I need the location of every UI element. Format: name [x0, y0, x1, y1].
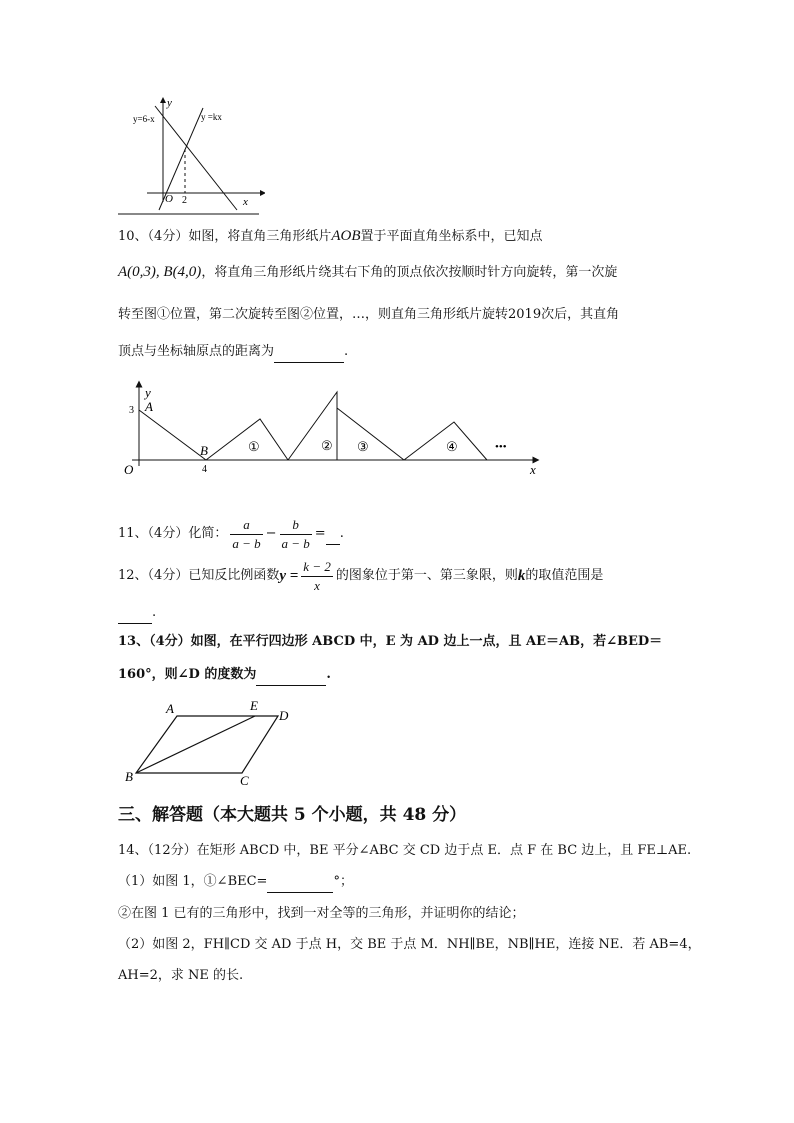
q12-num: k − 2	[301, 558, 333, 577]
rot-y-label: y	[145, 385, 151, 400]
rot-point-b: B	[200, 443, 208, 458]
section-3-title: 三、解答题（本大题共 5 个小题，共 48 分）	[118, 805, 467, 825]
q12-den: x	[314, 577, 320, 593]
q12-yeq: y =	[279, 568, 299, 584]
vertex-b: B	[125, 769, 133, 784]
q12-prefix: 12、（4分）已知反比例函数	[118, 568, 280, 583]
line2-label: y =kx	[201, 112, 222, 122]
q13-answer-blank[interactable]	[256, 665, 326, 686]
rot-label-2: ②	[321, 438, 333, 453]
q14-answer-blank[interactable]	[267, 872, 333, 893]
q11-den2: a − b	[281, 535, 310, 551]
q14-line1: 14、（12分）在矩形 ABCD 中，BE 平分∠ABC 交 CD 边于点 E．点 F 在 BC 边上，且 FE⊥AE.	[118, 843, 692, 858]
vertex-a: A	[166, 701, 174, 716]
q10-line3: 转至图①位置，第二次旋转至图②位置，…，则直角三角形纸片旋转2019次后，其直角	[118, 307, 620, 322]
vertex-c: C	[240, 773, 249, 788]
q10-aob: AOB	[331, 228, 361, 244]
q10-line4	[118, 342, 348, 363]
q11-num1: a	[230, 516, 262, 535]
line1-label: y=6-x	[133, 114, 155, 124]
vertex-e: E	[250, 698, 258, 713]
rot-label-1: ①	[248, 439, 260, 454]
tick-label-2: 2	[182, 195, 187, 206]
x-axis-label: x	[243, 196, 248, 208]
q10-line1-tail: 置于平面直角坐标系中，已知点	[360, 229, 543, 244]
q13-line2-text: 160°，则∠D 的度数为	[118, 667, 257, 682]
q13-end: .	[326, 667, 331, 682]
q12-tail1: 的图象位于第一、第三象限，则	[335, 568, 518, 583]
q12-fraction	[301, 558, 333, 595]
rot-tick-3: 3	[129, 405, 134, 416]
q13-line2	[118, 665, 331, 686]
q11-answer-blank[interactable]	[326, 524, 340, 545]
rot-label-3: ③	[357, 439, 369, 454]
figure-rotating-triangles	[118, 380, 548, 476]
q14-line3: ②在图 1 已有的三角形中，找到一对全等的三角形，并证明你的结论；	[118, 906, 525, 921]
rot-label-4: ④	[446, 439, 458, 454]
q11-end: .	[339, 526, 344, 541]
q10-end: .	[344, 344, 349, 359]
rot-tick-4: 4	[202, 464, 207, 475]
q10-answer-blank[interactable]	[274, 342, 344, 363]
q12-answer-line	[118, 603, 156, 624]
vertex-d: D	[279, 708, 289, 723]
q14-line2-a: （1）如图 1，①∠BEC=	[118, 874, 268, 889]
rot-origin-label: O	[124, 462, 134, 476]
q11-den1: a − b	[232, 535, 261, 551]
q11-fraction-2	[280, 516, 312, 553]
q10-line1-text: 10、（4分）如图，将直角三角形纸片	[118, 229, 332, 244]
rot-point-a: A	[145, 399, 153, 414]
q11-prefix: 11、（4分）化简：	[118, 526, 228, 541]
q12-k: k	[517, 568, 526, 584]
triangle-1	[206, 419, 288, 460]
q12-end: .	[152, 605, 157, 620]
triangle-3	[337, 408, 404, 460]
y-axis-label: y	[167, 97, 172, 109]
q11-num2: b	[280, 516, 312, 535]
q11-eq: =	[314, 526, 326, 541]
figure-lines-intersection	[115, 92, 265, 216]
parallelogram-abcd	[136, 716, 278, 773]
q10-line1	[118, 226, 543, 247]
rot-ellipsis: •••	[495, 441, 507, 453]
rot-x-label: x	[530, 462, 536, 476]
q12	[118, 554, 603, 598]
q13-line1: 13、（4分）如图，在平行四边形 ABCD 中，E 为 AD 边上一点，且 AE＝AB，若∠BED＝	[118, 634, 663, 649]
q10-coords: A(0,3), B(4,0)	[118, 264, 202, 280]
q14-line2	[118, 872, 353, 893]
figure-parallelogram	[122, 698, 297, 788]
triangle-original	[139, 410, 206, 460]
q11-fraction-1	[230, 516, 262, 553]
q14-line5: AH=2，求 NE 的长.	[118, 968, 244, 983]
q11-minus: −	[265, 526, 277, 541]
q10-line2	[118, 262, 617, 283]
q10-line4-text: 顶点与坐标轴原点的距离为	[118, 344, 275, 359]
segment-be	[136, 716, 255, 773]
q10-line2-tail: ，将直角三角形纸片绕其右下角的顶点依次按顺时针方向旋转，第一次旋	[201, 265, 618, 280]
q11	[118, 512, 344, 556]
q14-line2-b: °；	[333, 874, 353, 889]
origin-label: O	[165, 193, 173, 205]
q14-line4: （2）如图 2，FH∥CD 交 AD 于点 H，交 BE 于点 M．NH∥BE，NB∥HE，连接 NE．若 AB=4，	[118, 937, 701, 952]
q12-tail2: 的取值范围是	[525, 568, 604, 583]
q12-answer-blank[interactable]	[118, 603, 152, 624]
